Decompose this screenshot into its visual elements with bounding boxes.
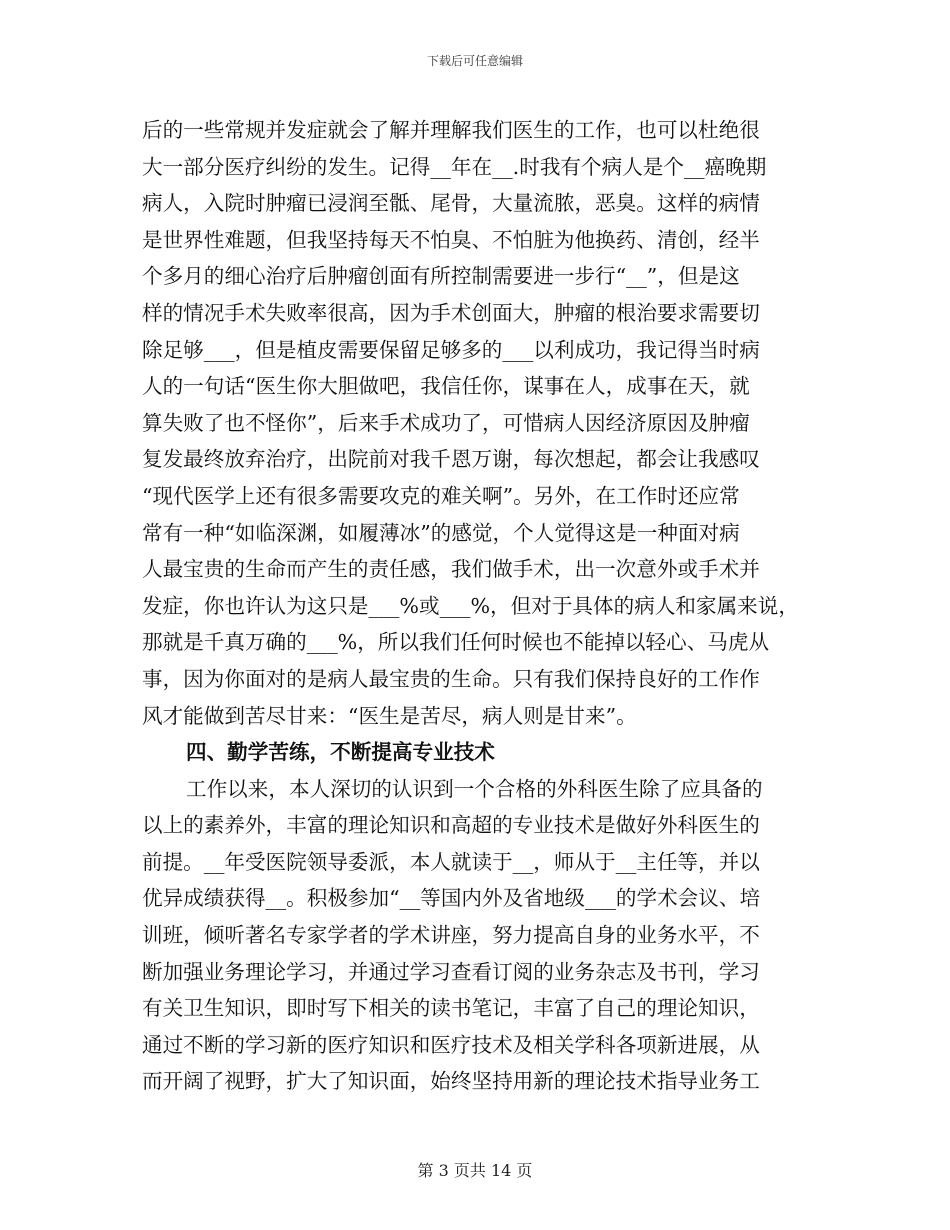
paragraph-line: 后的一些常规并发症就会了解并理解我们医生的工作，也可以杜绝很 [142,118,760,142]
paragraph-line: 复发最终放弃治疗，出院前对我千恩万谢，每次想起，都会让我感叹 [142,447,760,472]
paragraph-line: 个多月的细心治疗后肿瘤创面有所控制需要进一步行“__”，但是这 [142,264,740,289]
paragraph-line: 人的一句话“医生你大胆做吧，我信任你，谋事在人，成事在天，就 [142,374,750,399]
paragraph-line: 发症，你也许认为这只是___%或___%，但对于具体的病人和家属来说， [142,593,799,618]
paragraph-line: 是世界性难题，但我坚持每天不怕臭、不怕脏为他换药、清创，经半 [142,227,760,252]
section-paragraph-line: 前提。__年受医院领导委派，本人就读于__，师从于__主任等，并以 [142,849,760,874]
section-heading: 四、勤学苦练，不断提高专业技术 [186,740,495,765]
paragraph-line: 事，因为你面对的是病人最宝贵的生命。只有我们保持良好的工作作 [142,666,760,691]
section-paragraph-line: 有关卫生知识，即时写下相关的读书笔记，丰富了自己的理论知识， [142,996,760,1021]
paragraph-line: “现代医学上还有很多需要攻克的难关啊”。另外，在工作时还应常 [142,483,740,508]
paragraph-line: 那就是千真万确的___%，所以我们任何时候也不能掉以轻心、马虎从 [142,630,770,655]
section-paragraph-line: 通过不断的学习新的医疗知识和医疗技术及相关学科各项新进展，从 [142,1032,760,1057]
paragraph-line: 算失败了也不怪你”，后来手术成功了，可惜病人因经济原因及肿瘤 [142,410,750,435]
section-paragraph-line: 而开阔了视野，扩大了知识面，始终坚持用新的理论技术指导业务工 [142,1069,760,1094]
paragraph-line: 常有一种“如临深渊，如履薄冰”的感觉，个人觉得这是一种面对病 [142,520,740,545]
paragraph-line: 人最宝贵的生命而产生的责任感，我们做手术，出一次意外或手术并 [142,557,760,582]
section-paragraph-line: 断加强业务理论学习，并通过学习查看订阅的业务杂志及书刊，学习 [142,959,760,984]
page-header: 下载后可任意编辑 [426,54,523,68]
paragraph-line: 除足够___，但是植皮需要保留足够多的___以利成功，我记得当时病 [142,337,760,362]
paragraph-line: 风才能做到苦尽甘来：“医生是苦尽，病人则是甘来”。 [142,703,637,728]
section-paragraph-line: 工作以来，本人深切的认识到一个合格的外科医生除了应具备的 [186,776,763,801]
section-paragraph-line: 以上的素养外，丰富的理论知识和高超的专业技术是做好外科医生的 [142,813,760,838]
paragraph-line: 样的情况手术失败率很高，因为手术创面大，肿瘤的根治要求需要切 [142,300,760,325]
paragraph-line: 大一部分医疗纠纷的发生。记得__年在__.时我有个病人是个__癌晚期 [142,154,767,179]
page-number-footer: 第 3 页共 14 页 [417,1161,533,1180]
section-paragraph-line: 训班，倾听著名专家学者的学术讲座，努力提高自身的业务水平，不 [142,923,760,948]
document-body [142,112,810,1100]
paragraph-line: 病人，入院时肿瘤已浸润至骶、尾骨，大量流脓，恶臭。这样的病情 [142,191,760,216]
section-paragraph-line: 优异成绩获得__。积极参加“__等国内外及省地级___的学术会议、培 [142,886,761,911]
